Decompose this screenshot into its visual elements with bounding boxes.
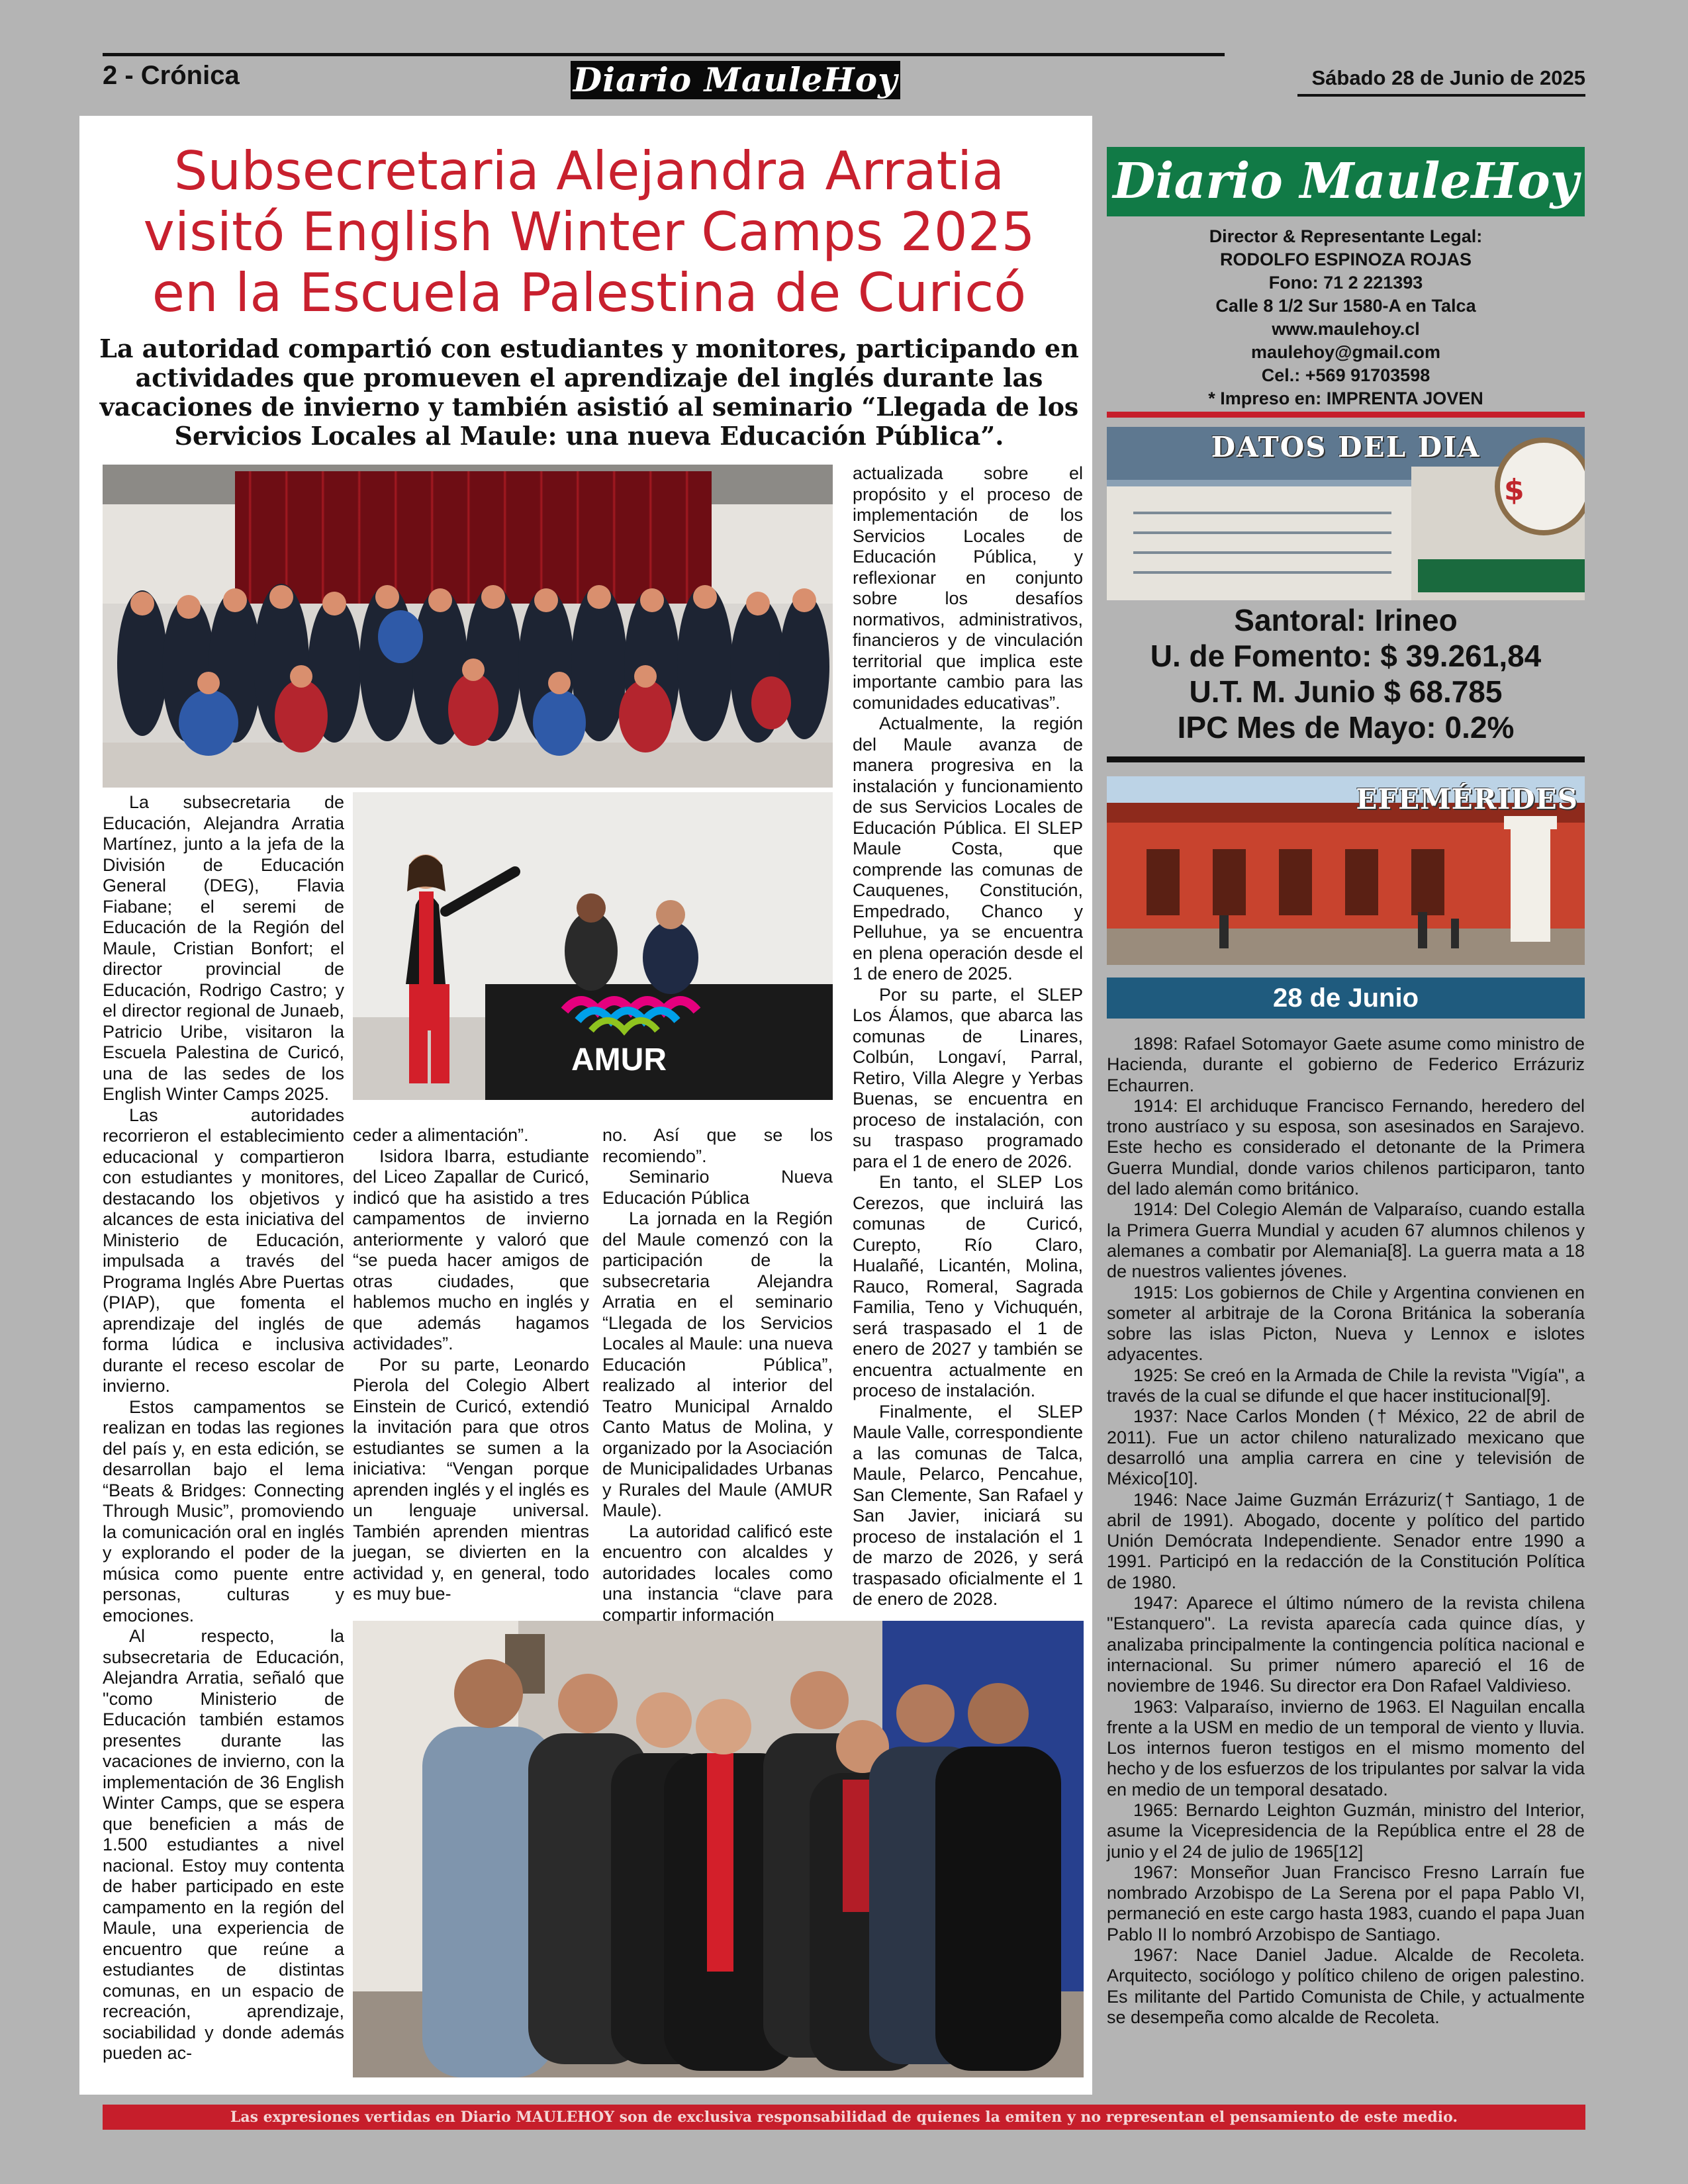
masthead-logo: Diario MauleHoy	[571, 61, 900, 99]
article-panel	[79, 116, 1092, 2095]
section-subheading: Seminario Nueva Educación Pública	[602, 1167, 833, 1208]
article-headline: Subsecretaria Alejandra Arratia visitó English Winter Camps 2025 en la Escuela Palestina de Curicó	[143, 140, 1035, 324]
article-paragraph: actualizada sobre el propósito y el proceso de implementación de los Servicios Locales de Educación Pública, y reflexionar en conjunto sobre los desafíos normativos, administrativos, financieros y de vinculación territorial que implica este importante cambio para las comunidades educativas”.	[853, 463, 1083, 713]
efemeride-item: 1914: El archiduque Francisco Fernando, heredero del trono austríaco y su esposa, son asesinados en Sarajevo. Este hecho es considerado el detonante de la Primera Guerra Mundial, donde varios chilenos participaron, tanto del lado alemán como británico.	[1107, 1095, 1585, 1199]
efemerides-title: EFEMÉRIDES	[1356, 783, 1578, 815]
staff-line: www.maulehoy.cl	[1272, 319, 1420, 339]
article-column-4	[853, 463, 1083, 1610]
article-paragraph: La autoridad calificó este encuentro con alcaldes y autoridades locales como una instancia “clave para compartir información	[602, 1521, 833, 1625]
article-paragraph: Finalmente, el SLEP Maule Valle, correspondiente a las comunas de Talca, Maule, Pelarco, Pencahue, San Clemente, San Rafael y San Javier, iniciará su proceso de instalación el 1 de marzo de 2026, y será traspasado oficialmente el 1 de enero de 2028.	[853, 1401, 1083, 1609]
santoral-line: Santoral: Irineo	[1234, 603, 1458, 637]
article-paragraph: En tanto, el SLEP Los Cerezos, que incluirá las comunas de Curicó, Curepto, Río Claro, Hualañé, Licantén, Molina, Rauco, Romeral, Sagrada Familia, Teno y Vichuquén, será traspasado el 1 de enero de 2027 y también se encuentra actualmente en proceso de instalación.	[853, 1172, 1083, 1400]
group-photo	[103, 465, 833, 788]
datos-del-dia-title: DATOS DEL DIA	[1211, 431, 1481, 463]
article-paragraph: Las autoridades recorrieron el establecimiento educacional y compartieron con estudiantes y monitores, destacando los objetivos y alcances de esta iniciativa del Ministerio de Educación, impulsada a través del Programa Inglés Abre Puertas (PIAP), que fomenta el aprendizaje del inglés de forma lúdica e inclusiva durante el receso escolar de invierno.	[103, 1105, 344, 1396]
sidebar-divider	[1107, 756, 1585, 762]
article-paragraph: no. Así que se los recomiendo”.	[602, 1125, 833, 1166]
article-paragraph: Por su parte, Leonardo Pierola del Colegio Albert Einstein de Curicó, extendió la invitación para que otros estudiantes se sumen a la iniciativa: “Vengan porque aprenden inglés y el inglés es un lenguaje universal. También aprenden mientras juegan, se divierten en la actividad y, en general, todo es muy bue-	[353, 1354, 589, 1604]
article-paragraph: Isidora Ibarra, estudiante del Liceo Zapallar de Curicó, indicó que ha asistido a tres campamentos de invierno anteriormente y valoró que “se pueda hacer amigos de otras ciudades, que hablemos mucho en inglés y que además hagamos actividades”.	[353, 1146, 589, 1353]
article-column-3	[602, 1125, 833, 1625]
ipc-line: IPC Mes de Mayo: 0.2%	[1177, 710, 1515, 745]
efemeride-item: 1965: Bernardo Leighton Guzmán, ministro del Interior, asume la Vicepresidencia de la República entre el 28 de junio y el 24 de julio de 1965[12]	[1107, 1799, 1585, 1862]
staff-line: Director & Representante Legal:	[1209, 226, 1483, 246]
podium-photo	[353, 792, 833, 1100]
datos-del-dia-values	[1107, 602, 1585, 745]
staff-line: Calle 8 1/2 Sur 1580-A en Talca	[1215, 296, 1476, 316]
article-column-2	[353, 1125, 589, 1605]
staff-line: RODOLFO ESPINOZA ROJAS	[1219, 250, 1472, 269]
podium-sign: AMUR	[571, 1042, 667, 1077]
article-paragraph: La jornada en la Región del Maule comenzó con la participación de la subsecretaria Alejandra Arratia en el seminario “Llegada de los Servicios Locales al Maule: una nueva Educación Pública”, realizado al interior del Teatro Municipal Arnaldo Canto Matus de Molina, y organizado por la Asociación de Municipalidades Urbanas y Rurales del Maule (AMUR Maule).	[602, 1208, 833, 1520]
efemeride-item: 1915: Los gobiernos de Chile y Argentina convienen en someter al arbitraje de la Corona Británica la soberanía sobre las islas Picton, Nueva y Lennox e islotes adyacentes.	[1107, 1282, 1585, 1365]
staff-box	[1107, 225, 1585, 410]
footer-disclaimer: Las expresiones vertidas en Diario MAULEHOY son de exclusiva responsabilidad de quienes la emiten y no representan el pensamiento de este medio.	[103, 2105, 1585, 2130]
efemeride-item: 1898: Rafael Sotomayor Gaete asume como ministro de Hacienda, durante el gobierno de Federico Errázuriz Echaurren.	[1107, 1034, 1585, 1095]
article-paragraph: Al respecto, la subsecretaria de Educación, Alejandra Arratia, señaló que "como Ministerio de Educación también estamos presentes durante las vacaciones de invierno, con la implementación de 36 English Winter Camps, que se espera que beneficien a más de 1.500 estudiantes a nivel nacional. Estoy muy contenta de haber participado en este campamento en la región del Maule, una experiencia de encuentro que reúne a estudiantes de distintas comunas, en un espacio de recreación, aprendizaje, sociabilidad y donde además pueden ac-	[103, 1626, 344, 2063]
utm-line: U.T. M. Junio $ 68.785	[1189, 674, 1503, 709]
sidebar-logo: Diario MauleHoy	[1107, 147, 1585, 216]
efemeride-item: 1937: Nace Carlos Monden († México, 22 de abril de 2011). Fue un actor chileno naturalizado mexicano que desarrolló una amplia carrera en cine y televisión de México[10].	[1107, 1406, 1585, 1489]
article-subheadline: La autoridad compartió con estudiantes y monitores, participando en actividades que promueven el aprendizaje del inglés durante las vacaciones de invierno y también asistió al seminario “Llegada de los Servicios Locales al Maule: una nueva Educación Pública”.	[99, 334, 1079, 451]
masthead-date-rule	[1297, 94, 1585, 97]
authorities-photo	[353, 1621, 1084, 2077]
datos-del-dia-banner	[1107, 427, 1585, 600]
staff-line: maulehoy@gmail.com	[1251, 342, 1440, 362]
efemeride-item: 1925: Se creó en la Armada de Chile la revista "Vigía", a través de la cual se difunde el que hacer institucional[9].	[1107, 1365, 1585, 1406]
issue-date: Sábado 28 de Junio de 2025	[1311, 66, 1585, 89]
article-paragraph: Actualmente, la región del Maule avanza de manera progresiva en la instalación y funcionamiento de sus Servicios Locales de Educación Pública. El SLEP Maule Costa, que comprende las comunas de Cauquenes, Constitución, Empedrado, Chanco y Pelluhue, ya se encuentra en plena operación desde el 1 de enero de 2025.	[853, 713, 1083, 983]
article-paragraph: ceder a alimentación”.	[353, 1125, 529, 1145]
efemeride-item: 1914: Del Colegio Alemán de Valparaíso, cuando estalla la Primera Guerra Mundial y acuden 67 alumnos chilenos y alemanes a combatir por Alemania[8]. La guerra mata a 18 de nuestros valientes jóvenes.	[1107, 1199, 1585, 1282]
article-paragraph: Por su parte, el SLEP Los Álamos, que abarca las comunas de Linares, Colbún, Longaví, Parral, Retiro, Villa Alegre y Yerbas Buenas, se encuentra en proceso de instalación, con su traspaso programado para el 1 de enero de 2026.	[853, 984, 1083, 1171]
sidebar-divider	[1107, 412, 1585, 418]
efemeride-item: 1967: Nace Daniel Jadue. Alcalde de Recoleta. Arquitecto, sociólogo y político chileno de origen palestino. Es militante del Partido Comunista de Chile, y actualmente se desempeña como alcalde de Recoleta.	[1107, 1945, 1585, 2027]
staff-line: * Impreso en: IMPRENTA JOVEN	[1208, 388, 1483, 408]
staff-line: Fono: 71 2 221393	[1268, 273, 1423, 293]
efemerides-banner	[1107, 776, 1585, 965]
svg-text:$: $	[1504, 473, 1524, 507]
efemeride-item: 1946: Nace Jaime Guzmán Errázuriz(† Santiago, 1 de abril de 1991). Abogado, docente y político del partido Unión Demócrata Independiente. Senador entre 1990 a 1991. Participó en la redacción de la Constitución Política de 1980.	[1107, 1489, 1585, 1592]
article-paragraph: Estos campamentos se realizan en todas las regiones del país y, en esta edición, se desarrollan bajo el lema “Beats & Bridges: Connecting Through Music”, promoviendo la comunicación oral en inglés y explorando el poder de la música como puente entre personas, culturas y emociones.	[103, 1396, 344, 1625]
staff-line: Cel.: +569 91703598	[1261, 365, 1430, 385]
uf-line: U. de Fomento: $ 39.261,84	[1150, 639, 1542, 673]
efemeride-item: 1967: Monseñor Juan Francisco Fresno Larraín fue nombrado Arzobispo de La Serena por el papa Pablo VI, permaneció en este cargo hasta 1983, cuando el papa Juan Pablo II lo nombró Arzobispo de Santiago.	[1107, 1862, 1585, 1944]
efemeride-item: 1963: Valparaíso, invierno de 1963. El Naguilan encalla frente a la USM en medio de un temporal de viento y lluvia. Los internos fueron testigos en el mismo momento del hecho y de los esfuerzos de los tripulantes por salvar la vida en medio de un temporal desatado.	[1107, 1696, 1585, 1799]
efemerides-list	[1107, 1034, 1585, 2028]
article-paragraph: La subsecretaria de Educación, Alejandra Arratia Martínez, junto a la jefa de la División de Educación General (DEG), Flavia Fiabane; el seremi de Educación de la Región del Maule, Cristian Bonfort; el director provincial de Educación, Rodrigo Castro; y el director regional de Junaeb, Patricio Uribe, visitaron la Escuela Palestina de Curicó, una de las sedes de los English Winter Camps 2025.	[103, 792, 344, 1104]
article-column-1	[103, 792, 344, 2064]
masthead-rule	[103, 53, 1225, 56]
efemerides-date: 28 de Junio	[1107, 978, 1585, 1019]
section-label: 2 - Crónica	[103, 61, 240, 90]
efemeride-item: 1947: Aparece el último número de la revista chilena "Estanquero". La revista aparecía cada quince días, y analizaba principalmente la contingencia política nacional e internacional. Su primer número apareció el 16 de noviembre de 1946. Su director era Don Rafael Valdivieso.	[1107, 1593, 1585, 1696]
